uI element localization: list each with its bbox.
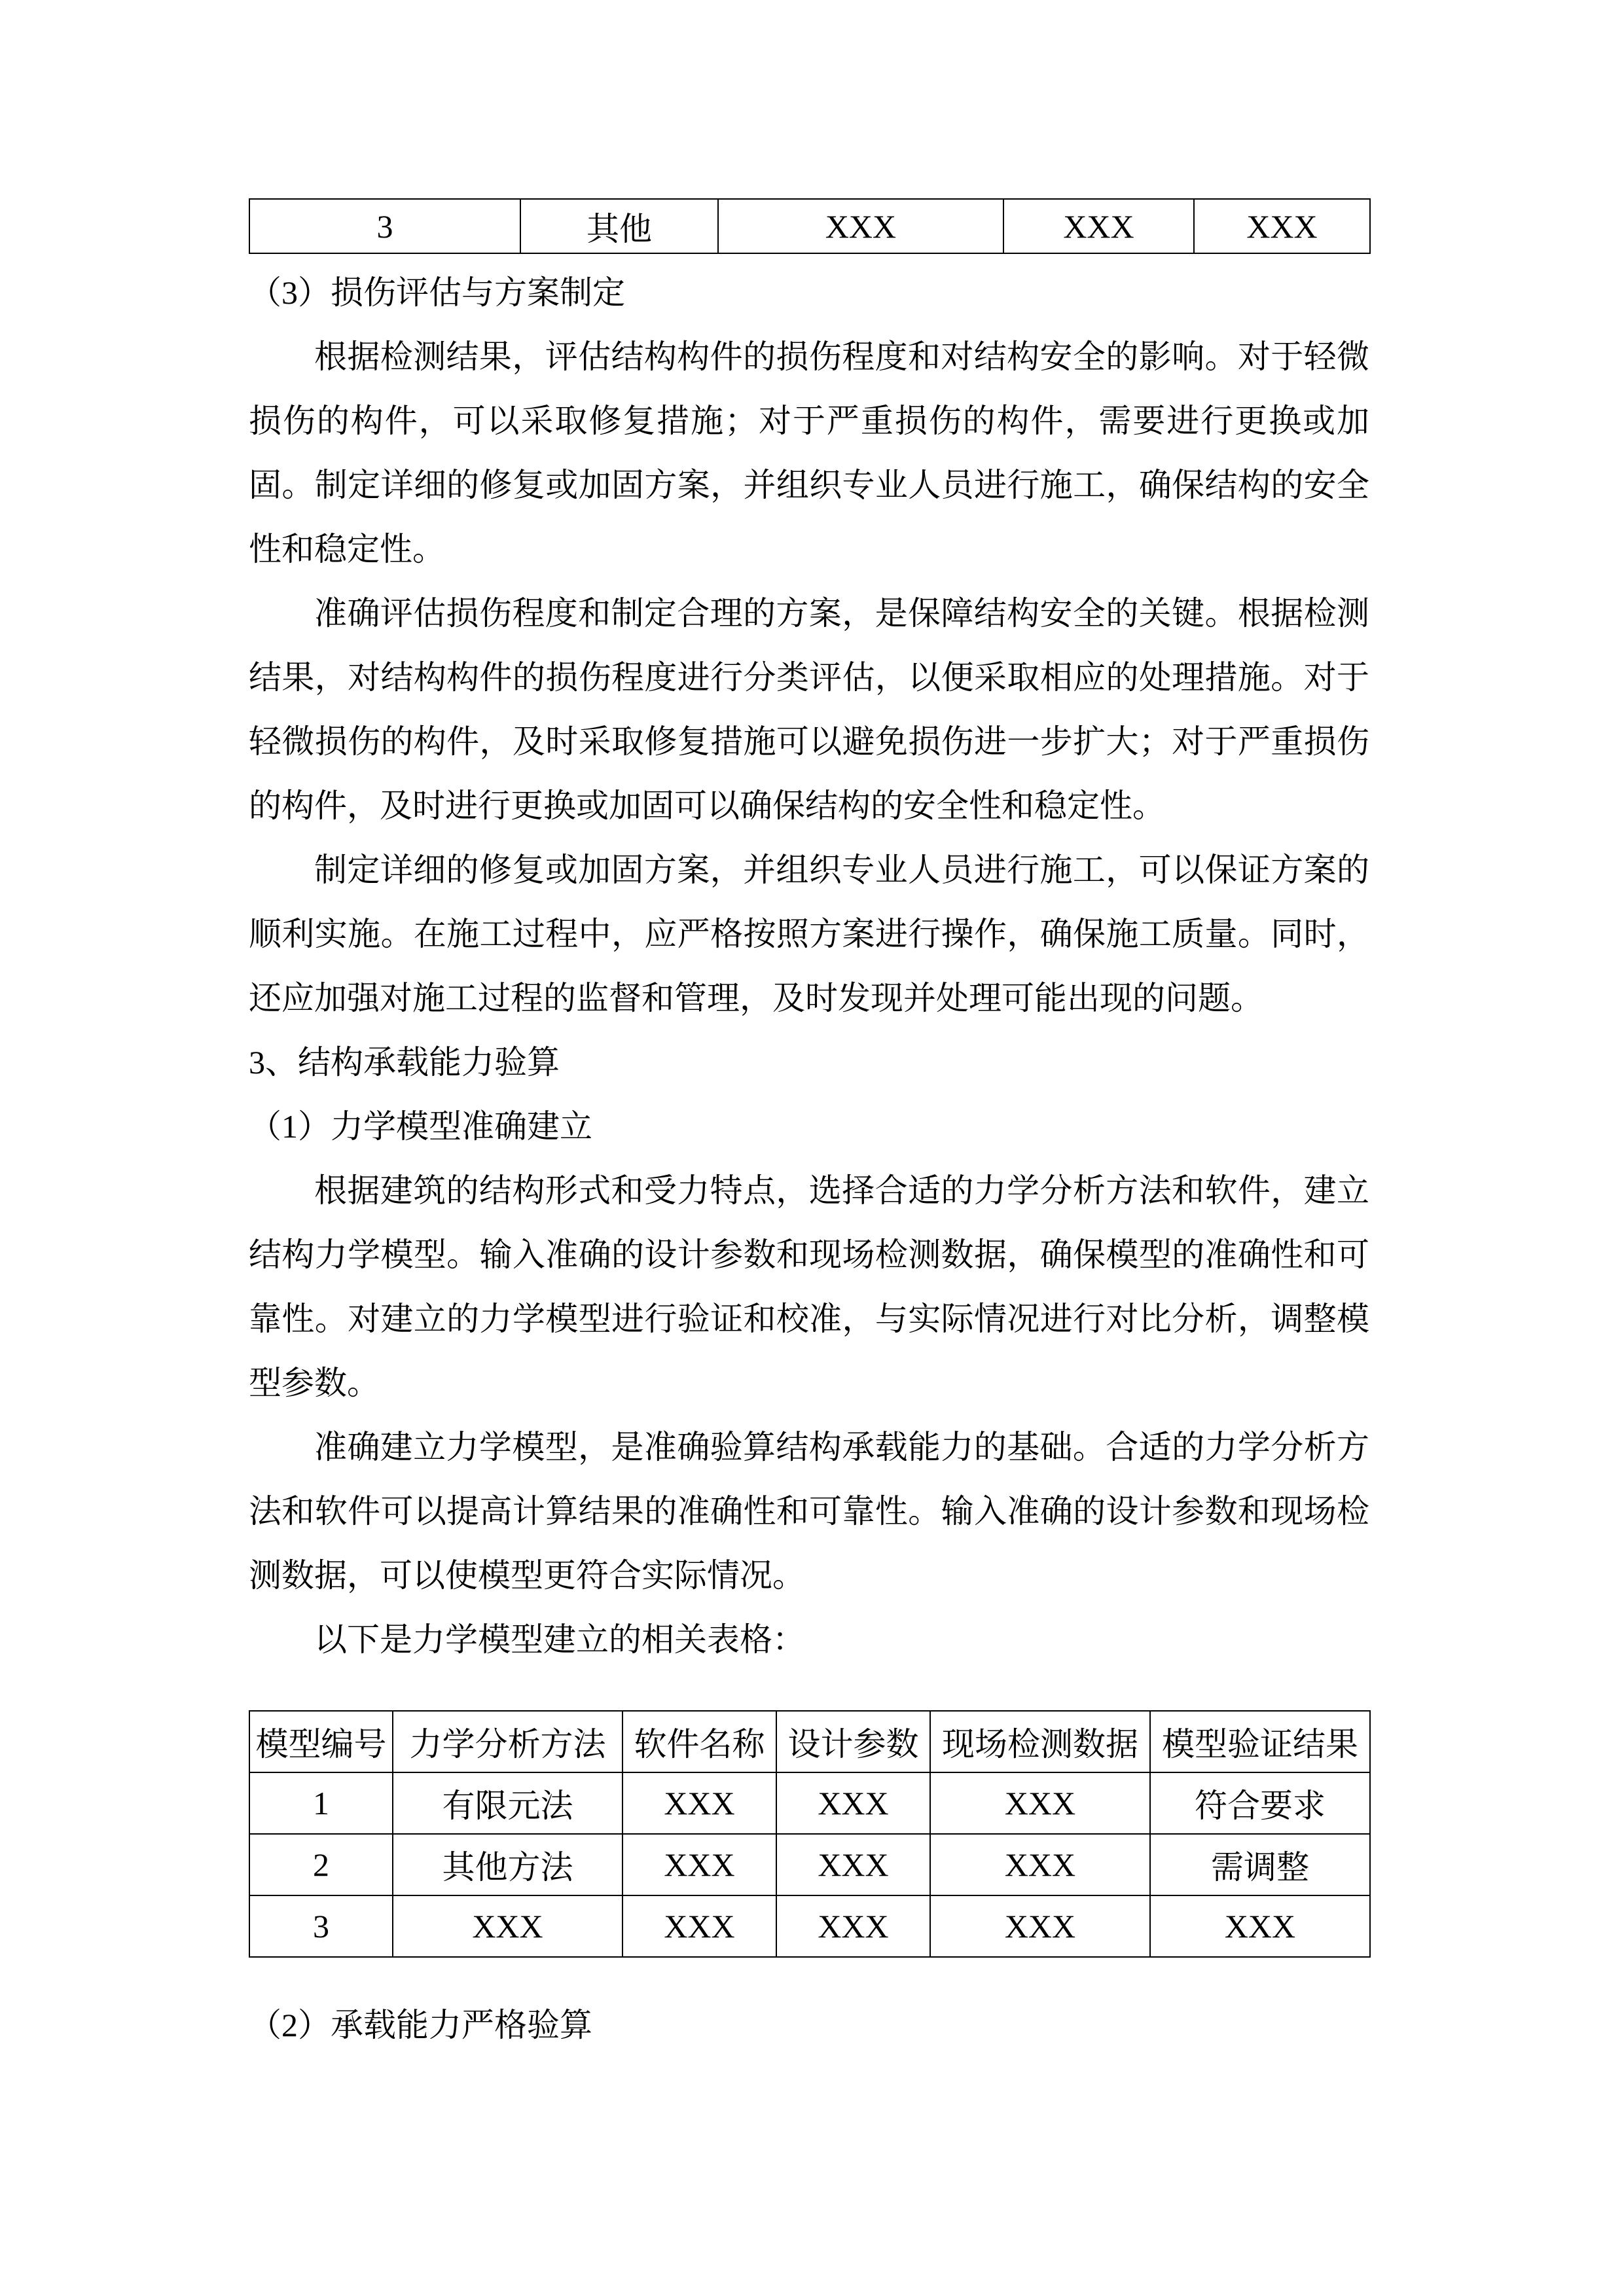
table-cell: XXX — [930, 1772, 1150, 1834]
column-header: 模型验证结果 — [1150, 1711, 1370, 1772]
document-content — [0, 198, 1624, 2057]
table-row — [249, 1834, 1370, 1895]
table-cell: XXX — [1150, 1895, 1370, 1957]
table-cell: 符合要求 — [1150, 1772, 1370, 1834]
table-cell: 其他 — [520, 199, 718, 253]
section-heading-mechanical-model: （1）力学模型准确建立 — [249, 1108, 592, 1145]
table-cell: XXX — [1194, 199, 1370, 253]
table-cell: 3 — [249, 1895, 393, 1957]
table-cell: XXX — [393, 1895, 623, 1957]
table-header-row — [249, 1711, 1370, 1772]
table-cell: XXX — [930, 1895, 1150, 1957]
column-header: 现场检测数据 — [930, 1711, 1150, 1772]
table-intro-line: 以下是力学模型建立的相关表格： — [314, 1621, 805, 1658]
body-paragraph: 准确评估损伤程度和制定合理的方案，是保障结构安全的关键。根据检测结果，对结构构件的损伤程度进行分类评估，以便采取相应的处理措施。对于轻微损伤的构件，及时采取修复措施可以避免损伤进一步扩大；对于严重损伤的构件，及时进行更换或加固可以确保结构的安全性和稳定性。 — [249, 595, 1369, 824]
body-paragraph: 准确建立力学模型，是准确验算结构承载能力的基础。合适的力学分析方法和软件可以提高计算结果的准确性和可靠性。输入准确的设计参数和现场检测数据，可以使模型更符合实际情况。 — [249, 1429, 1369, 1594]
table-row — [249, 1895, 1370, 1957]
column-header: 力学分析方法 — [393, 1711, 623, 1772]
column-header: 软件名称 — [623, 1711, 776, 1772]
table-cell: XXX — [776, 1834, 930, 1895]
table-cell: 其他方法 — [393, 1834, 623, 1895]
body-paragraph: 制定详细的修复或加固方案，并组织专业人员进行施工，可以保证方案的顺利实施。在施工过程中，应严格按照方案进行操作，确保施工质量。同时，还应加强对施工过程的监督和管理，及时发现并处理可能出现的问题。 — [249, 852, 1369, 1016]
column-header: 模型编号 — [249, 1711, 393, 1772]
table-cell: 2 — [249, 1834, 393, 1895]
section-heading-capacity-check: （2）承载能力严格验算 — [249, 2007, 592, 2043]
column-header: 设计参数 — [776, 1711, 930, 1772]
section-heading-damage-assessment: （3）损伤评估与方案制定 — [249, 274, 625, 311]
table-row — [249, 199, 1370, 253]
table-row — [249, 1772, 1370, 1834]
body-paragraph: 根据检测结果，评估结构构件的损伤程度和对结构安全的影响。对于轻微损伤的构件，可以采取修复措施；对于严重损伤的构件，需要进行更换或加固。制定详细的修复或加固方案，并组织专业人员进行施工，确保结构的安全性和稳定性。 — [249, 338, 1369, 567]
continued-table-fragment — [249, 198, 1371, 254]
table-cell: XXX — [623, 1834, 776, 1895]
table-cell: XXX — [718, 199, 1003, 253]
table-cell: XXX — [776, 1895, 930, 1957]
table-cell: 需调整 — [1150, 1834, 1370, 1895]
body-paragraph: 根据建筑的结构形式和受力特点，选择合适的力学分析方法和软件，建立结构力学模型。输入准确的设计参数和现场检测数据，确保模型的准确性和可靠性。对建立的力学模型进行验证和校准，与实际情况进行对比分析，调整模型参数。 — [249, 1172, 1369, 1401]
table-cell: 1 — [249, 1772, 393, 1834]
table-cell: XXX — [623, 1895, 776, 1957]
table-cell: XXX — [623, 1772, 776, 1834]
mechanical-model-table — [249, 1710, 1371, 1958]
table-cell: XXX — [930, 1834, 1150, 1895]
table-cell: XXX — [1003, 199, 1194, 253]
table-cell: XXX — [776, 1772, 930, 1834]
table-cell: 3 — [249, 199, 520, 253]
table-cell: 有限元法 — [393, 1772, 623, 1834]
section-heading-bearing-capacity: 3、结构承载能力验算 — [249, 1044, 560, 1081]
